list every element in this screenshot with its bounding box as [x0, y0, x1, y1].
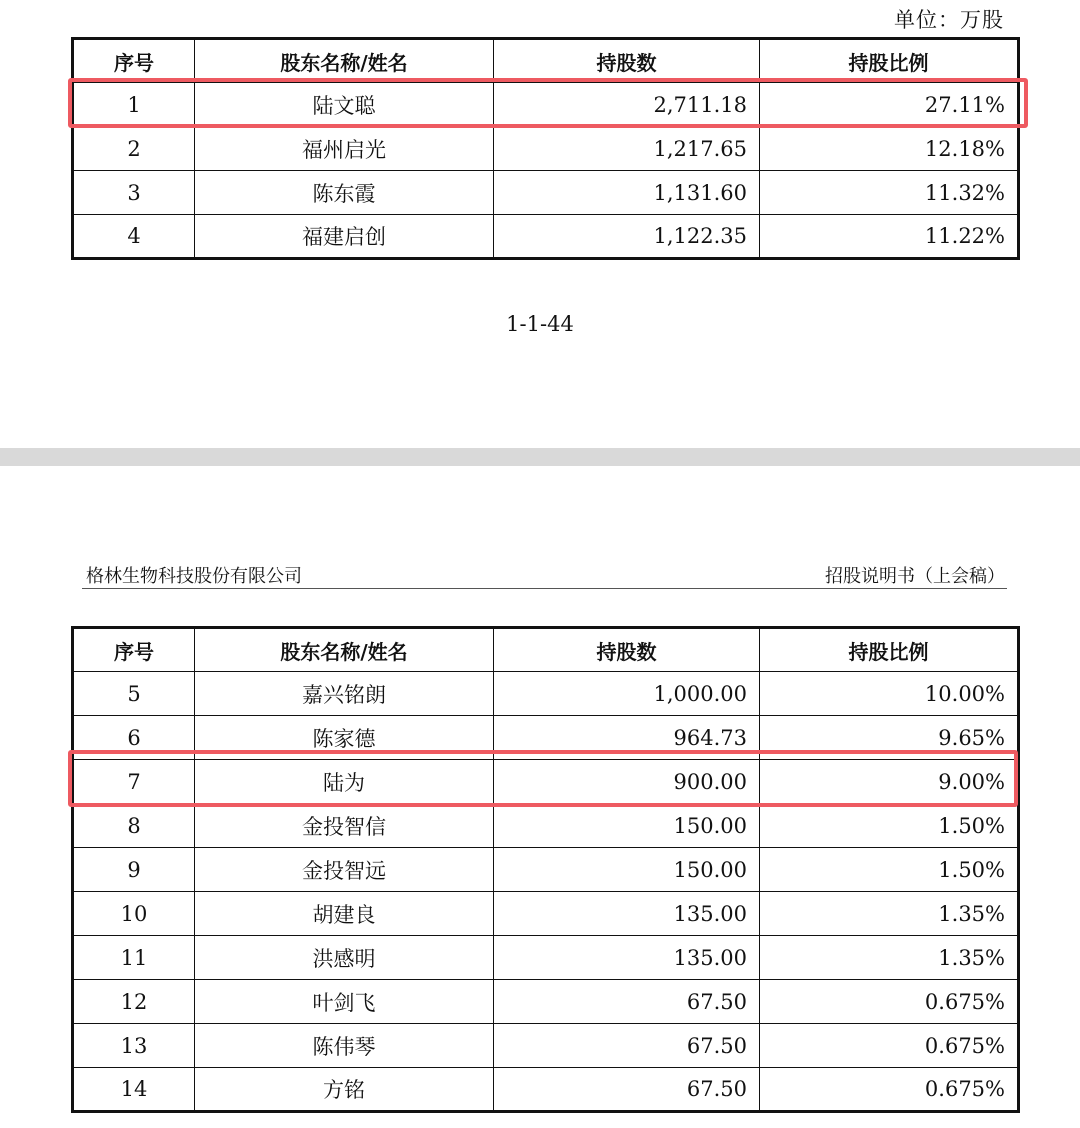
cell-seq: 14	[73, 1068, 195, 1112]
cell-shares: 964.73	[494, 716, 760, 760]
cell-seq: 1	[73, 83, 195, 127]
cell-ratio: 11.32%	[760, 171, 1019, 215]
table-row	[73, 215, 1019, 259]
cell-name: 陈家德	[195, 716, 494, 760]
page-separator	[0, 448, 1080, 466]
unit-label: 单位：万股	[894, 8, 1004, 32]
cell-name: 叶剑飞	[195, 980, 494, 1024]
cell-ratio: 1.50%	[760, 804, 1019, 848]
cell-ratio: 1.35%	[760, 936, 1019, 980]
cell-ratio: 0.675%	[760, 1024, 1019, 1068]
cell-shares: 67.50	[494, 1068, 760, 1112]
table-row	[73, 1024, 1019, 1068]
header-ratio: 持股比例	[760, 39, 1019, 83]
cell-shares: 1,217.65	[494, 127, 760, 171]
cell-shares: 67.50	[494, 980, 760, 1024]
cell-seq: 10	[73, 892, 195, 936]
cell-seq: 2	[73, 127, 195, 171]
cell-name: 陈东霞	[195, 171, 494, 215]
highlight-box-row-1	[68, 78, 1028, 128]
cell-ratio: 27.11%	[760, 83, 1019, 127]
cell-seq: 3	[73, 171, 195, 215]
table-row	[73, 892, 1019, 936]
header-seq: 序号	[73, 39, 195, 83]
cell-name: 金投智信	[195, 804, 494, 848]
table-row	[73, 127, 1019, 171]
cell-shares: 900.00	[494, 760, 760, 804]
table-row	[73, 980, 1019, 1024]
cell-seq: 7	[73, 760, 195, 804]
table-row	[73, 672, 1019, 716]
page-number: 1-1-44	[506, 312, 574, 336]
table-row	[73, 1068, 1019, 1112]
cell-shares: 2,711.18	[494, 83, 760, 127]
table-row	[73, 848, 1019, 892]
cell-shares: 135.00	[494, 892, 760, 936]
company-name: 格林生物科技股份有限公司	[86, 566, 302, 587]
running-header	[82, 562, 1007, 589]
header-shares: 持股数	[494, 628, 760, 672]
shareholder-table-part-2	[71, 626, 1020, 1113]
cell-shares: 150.00	[494, 848, 760, 892]
cell-shares: 1,000.00	[494, 672, 760, 716]
header-ratio: 持股比例	[760, 628, 1019, 672]
cell-shares: 135.00	[494, 936, 760, 980]
cell-ratio: 1.35%	[760, 892, 1019, 936]
cell-seq: 4	[73, 215, 195, 259]
cell-seq: 12	[73, 980, 195, 1024]
cell-shares: 67.50	[494, 1024, 760, 1068]
table-row	[73, 936, 1019, 980]
table-row	[73, 171, 1019, 215]
cell-name: 金投智远	[195, 848, 494, 892]
cell-shares: 150.00	[494, 804, 760, 848]
cell-ratio: 1.50%	[760, 848, 1019, 892]
document-title: 招股说明书（上会稿）	[825, 566, 1005, 587]
table-row	[73, 804, 1019, 848]
cell-ratio: 0.675%	[760, 1068, 1019, 1112]
highlight-box-row-7	[68, 750, 1018, 807]
cell-name: 陆为	[195, 760, 494, 804]
cell-name: 方铭	[195, 1068, 494, 1112]
cell-seq: 6	[73, 716, 195, 760]
cell-name: 胡建良	[195, 892, 494, 936]
cell-seq: 11	[73, 936, 195, 980]
cell-ratio: 9.65%	[760, 716, 1019, 760]
cell-ratio: 12.18%	[760, 127, 1019, 171]
shareholder-table-part-1	[71, 37, 1020, 260]
table-header-row	[73, 39, 1019, 83]
cell-name: 福建启创	[195, 215, 494, 259]
cell-ratio: 11.22%	[760, 215, 1019, 259]
header-shares: 持股数	[494, 39, 760, 83]
header-name: 股东名称/姓名	[195, 39, 494, 83]
table-header-row	[73, 628, 1019, 672]
cell-name: 福州启光	[195, 127, 494, 171]
cell-shares: 1,131.60	[494, 171, 760, 215]
cell-ratio: 9.00%	[760, 760, 1019, 804]
cell-seq: 9	[73, 848, 195, 892]
cell-ratio: 10.00%	[760, 672, 1019, 716]
cell-seq: 13	[73, 1024, 195, 1068]
cell-name: 嘉兴铭朗	[195, 672, 494, 716]
header-seq: 序号	[73, 628, 195, 672]
cell-name: 陈伟琴	[195, 1024, 494, 1068]
cell-shares: 1,122.35	[494, 215, 760, 259]
cell-ratio: 0.675%	[760, 980, 1019, 1024]
cell-seq: 8	[73, 804, 195, 848]
cell-seq: 5	[73, 672, 195, 716]
cell-name: 洪感明	[195, 936, 494, 980]
header-name: 股东名称/姓名	[195, 628, 494, 672]
cell-name: 陆文聪	[195, 83, 494, 127]
